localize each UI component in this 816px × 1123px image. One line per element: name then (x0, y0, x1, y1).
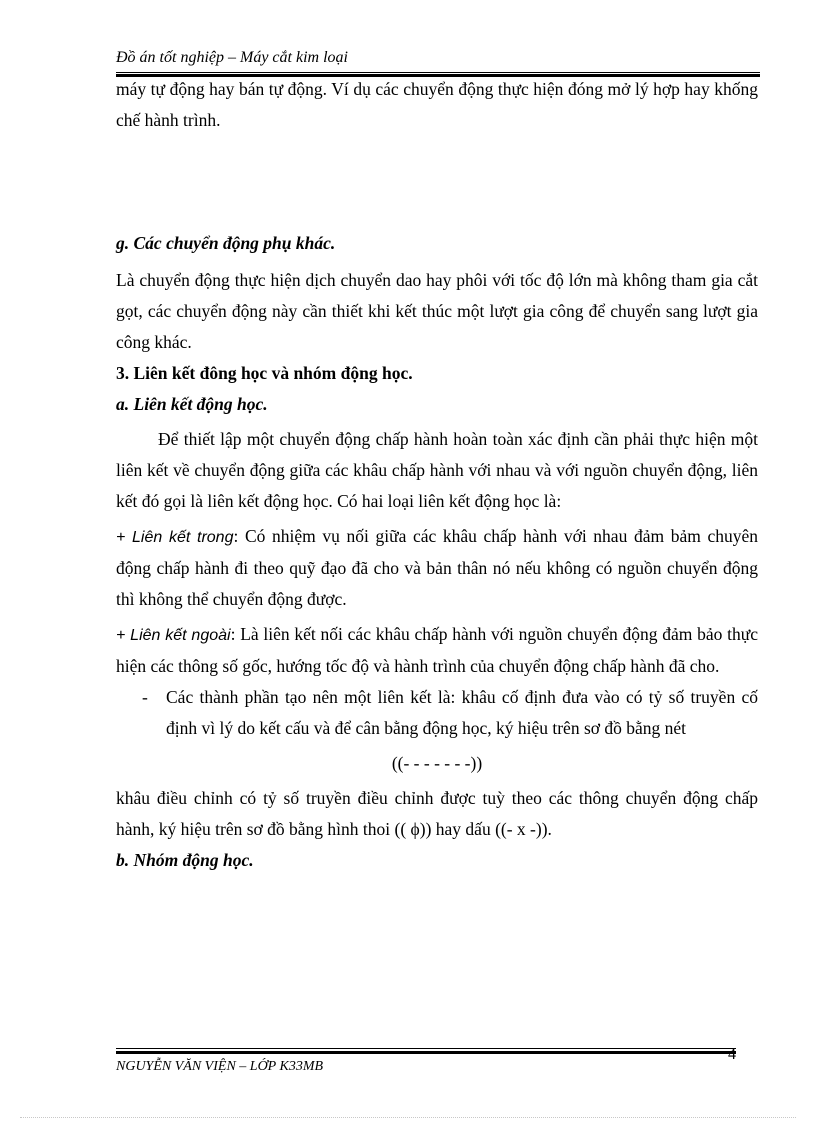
header-title: Đồ án tốt nghiệp – Máy cắt kim loại (116, 49, 348, 66)
footer-rule-thick (116, 1051, 736, 1054)
paragraph-auxiliary-motion: Là chuyển động thực hiện dịch chuyển dao hay phôi với tốc độ lớn mà không tham gia cắt gọt, các chuyển động này cần thiết khi kết thúc một lượt gia công để chuyển sang lượt gia công khác. (116, 270, 758, 352)
paragraph-external-link (116, 619, 758, 682)
section-heading-a: a. Liên kết động học. (116, 394, 268, 414)
section-heading-g: g. Các chuyển động phụ khác. (116, 233, 336, 253)
list-dash: - (142, 687, 148, 707)
spacer (116, 136, 758, 228)
section-heading-b: b. Nhóm động học. (116, 850, 254, 870)
internal-link-text: : Có nhiệm vụ nối giữa các khâu chấp hành với nhau đảm bảm chuyên động chấp hành đi theo quỹ đạo đã cho và bản thân nó nếu không có nguồn chuyển động thì không thể chuyển động được. (116, 526, 758, 609)
list-item-components (116, 682, 758, 744)
page-bottom-border (20, 1117, 796, 1118)
page-footer (116, 1048, 736, 1076)
footer-author: NGUYỄN VĂN VIỆN – LỚP K33MB (116, 1059, 324, 1074)
external-link-label: + Liên kết ngoài (116, 627, 231, 644)
symbol-dashed-line: ((- - - - - - -)) (391, 753, 483, 773)
page-number: 4 (728, 1046, 736, 1063)
footer-rule-thin (116, 1048, 736, 1049)
page-content (116, 74, 758, 876)
paragraph-continuation: máy tự động hay bán tự động. Ví dụ các chuyển động thực hiện đóng mở lý hợp hay khống chế hành trình. (116, 79, 758, 130)
page-header (116, 48, 760, 77)
footer-row (116, 1046, 736, 1076)
section-heading-3: 3. Liên kết đông học và nhóm động học. (116, 363, 413, 383)
internal-link-label: + Liên kết trong (116, 529, 234, 546)
paragraph-adjustable-link: khâu điều chỉnh có tỷ số truyền điều chỉnh được tuỳ theo các thông chuyển động chấp hành, ký hiệu trên sơ đồ bằng hình thoi (( ϕ)) hay dấu ((- x -)). (116, 788, 758, 839)
external-link-text: : Là liên kết nối các khâu chấp hành với nguồn chuyển động đảm bảo thực hiện các thông số gốc, hướng tốc độ và hành trình của chuyển động chấp hành đã cho. (116, 624, 759, 676)
paragraph-kinematic-link: Để thiết lập một chuyển động chấp hành hoàn toàn xác định cần phải thực hiện một liên kết về chuyển động giữa các khâu chấp hành với nhau và với nguồn chuyển động, liên kết đó gọi là liên kết động học. Có hai loại liên kết động học là: (116, 429, 758, 511)
header-rule-thin (116, 72, 760, 73)
paragraph-internal-link (116, 521, 758, 615)
list-item-text: Các thành phần tạo nên một liên kết là: khâu cố định đưa vào có tỷ số truyền cố định vì lý do kết cấu và để cân bằng động học, ký hiệu trên sơ đồ bằng nét (166, 687, 758, 738)
